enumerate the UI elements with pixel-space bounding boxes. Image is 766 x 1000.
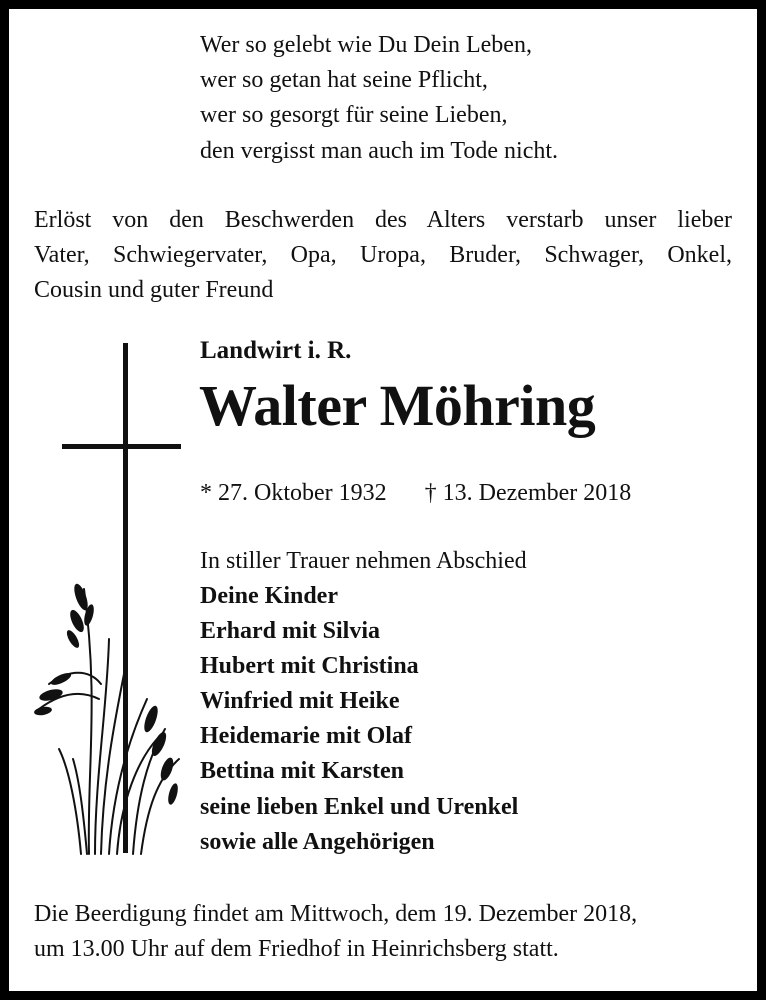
- mourner-line: Winfried mit Heike: [200, 688, 400, 714]
- poem-line-4: den vergisst man auch im Tode nicht.: [200, 138, 559, 164]
- birth-date: * 27. Oktober 1932: [200, 480, 387, 506]
- poem-line-3: wer so gesorgt für seine Lieben,: [200, 102, 508, 128]
- cross-with-wheat-icon: [29, 339, 189, 859]
- mourner-line: Hubert mit Christina: [200, 653, 419, 679]
- intro-line-2: Vater, Schwiegervater, Opa, Uropa, Bruder, Schwager, Onkel,: [34, 242, 732, 268]
- life-dates: [200, 481, 631, 505]
- intro-line-1: Erlöst von den Beschwerden des Alters verstarb unser lieber: [34, 207, 732, 233]
- mourner-line: Bettina mit Karsten: [200, 758, 404, 784]
- deceased-name: Walter Möhring: [199, 373, 596, 438]
- funeral-line-2: um 13.00 Uhr auf dem Friedhof in Heinrichsberg statt.: [34, 936, 559, 962]
- profession-title: Landwirt i. R.: [200, 337, 352, 364]
- mourner-line: seine lieben Enkel und Urenkel: [200, 794, 519, 820]
- mourner-line: Deine Kinder: [200, 583, 338, 609]
- obituary-notice: [9, 9, 757, 991]
- poem-line-1: Wer so gelebt wie Du Dein Leben,: [200, 32, 532, 58]
- mourning-intro: In stiller Trauer nehmen Abschied: [200, 548, 527, 574]
- funeral-line-1: Die Beerdigung findet am Mittwoch, dem 19. Dezember 2018,: [34, 901, 638, 927]
- death-date: † 13. Dezember 2018: [424, 480, 632, 506]
- mourner-line: Heidemarie mit Olaf: [200, 723, 412, 749]
- mourner-line: sowie alle Angehörigen: [200, 829, 435, 855]
- intro-line-3: Cousin und guter Freund: [34, 277, 274, 303]
- mourner-line: Erhard mit Silvia: [200, 618, 381, 644]
- poem-line-2: wer so getan hat seine Pflicht,: [200, 67, 488, 93]
